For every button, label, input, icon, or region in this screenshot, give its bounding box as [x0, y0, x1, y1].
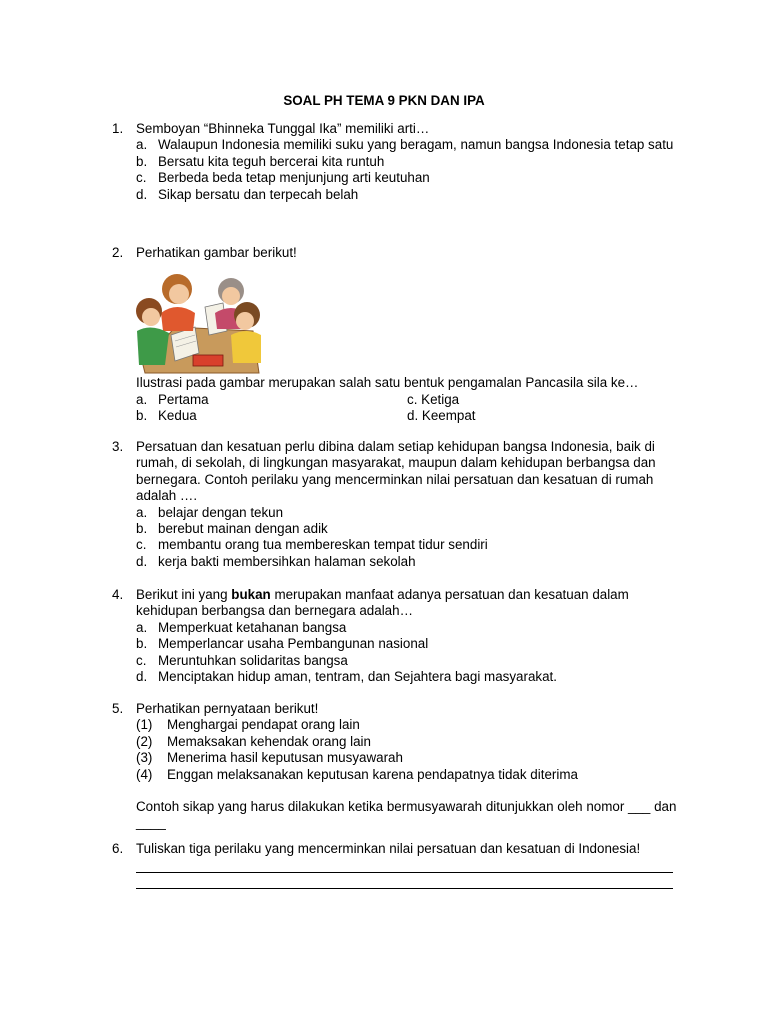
question-2	[112, 245, 687, 425]
question-number: 6.	[112, 841, 124, 856]
question-text: Perhatikan gambar berikut!	[136, 245, 297, 260]
question-number: 5.	[112, 701, 124, 716]
question-number: 4.	[112, 587, 124, 602]
children-discussion-illustration	[135, 269, 263, 375]
question-text: Berikut ini yang bukan merupakan manfaat adanya persatuan dan kesatuan dalam kehidupan berbangsa dan bernegara adalah…	[136, 587, 629, 619]
statement-3: (3) Menerima hasil keputusan musyawarah	[136, 750, 403, 766]
option-a: a. Walaupun Indonesia memiliki suku yang beragam, namun bangsa Indonesia tetap satu	[136, 137, 674, 153]
question-6	[112, 841, 687, 889]
question-number: 1.	[112, 121, 124, 136]
question-1	[112, 121, 687, 203]
option-a: a. Memperkuat ketahanan bangsa	[136, 619, 347, 635]
question-5	[112, 701, 687, 832]
question-caption: Ilustrasi pada gambar merupakan salah satu bentuk pengamalan Pancasila sila ke…	[136, 375, 639, 391]
question-4	[112, 587, 687, 685]
worksheet-title: SOAL PH TEMA 9 PKN DAN IPA	[283, 93, 485, 108]
statement-2: (2) Memaksakan kehendak orang lain	[136, 733, 371, 749]
option-a: a. belajar dengan tekun	[136, 504, 284, 520]
statement-4: (4) Enggan melaksanakan keputusan karena pendapatnya tidak diterima	[136, 766, 578, 782]
question-prompt: Contoh sikap yang harus dilakukan ketika bermusyawarah ditunjukkan oleh nomor ___ dan ____	[136, 799, 677, 831]
option-a: a. Pertama	[136, 391, 209, 407]
question-text: Semboyan “Bhinneka Tunggal Ika” memiliki arti…	[136, 121, 430, 136]
question-number: 2.	[112, 245, 124, 260]
option-b: b. berebut mainan dengan adik	[136, 521, 328, 537]
statement-1: (1) Menghargai pendapat orang lain	[136, 717, 360, 733]
question-text: Perhatikan pernyataan berikut!	[136, 701, 319, 716]
answer-line-1[interactable]	[136, 857, 673, 873]
option-b: b. Memperlancar usaha Pembangunan nasional	[136, 636, 429, 652]
question-number: 3.	[112, 439, 124, 454]
option-d: d. Menciptakan hidup aman, tentram, dan Sejahtera bagi masyarakat.	[136, 669, 557, 685]
question-text: Persatuan dan kesatuan perlu dibina dalam setiap kehidupan bangsa Indonesia, baik di rumah, di sekolah, di lingkungan masyarakat, maupun dalam kehidupan berbangsa dan bernegara. Contoh perilaku yang mencerminkan nilai persatuan dan kesatuan di rumah adalah ….	[136, 439, 656, 504]
option-b: b. Bersatu kita teguh bercerai kita runtuh	[136, 153, 385, 169]
option-d: d. Sikap bersatu dan terpecah belah	[136, 186, 359, 202]
option-b: b. Kedua	[136, 408, 197, 424]
answer-line-2[interactable]	[136, 873, 673, 889]
option-c: c. membantu orang tua membereskan tempat tidur sendiri	[136, 537, 488, 553]
question-3	[112, 439, 687, 570]
options-row-1	[136, 392, 687, 408]
option-d: d. Keempat	[407, 408, 476, 424]
question-text: Tuliskan tiga perilaku yang mencerminkan nilai persatuan dan kesatuan di Indonesia!	[136, 841, 641, 856]
option-c: c. Ketiga	[407, 391, 460, 407]
option-d: d. kerja bakti membersihkan halaman sekolah	[136, 553, 416, 569]
option-c: c. Meruntuhkan solidaritas bangsa	[136, 652, 348, 668]
options-row-2	[136, 408, 687, 424]
emphasis-word: bukan	[231, 587, 271, 602]
option-c: c. Berbeda beda tetap menjunjung arti keutuhan	[136, 170, 430, 186]
